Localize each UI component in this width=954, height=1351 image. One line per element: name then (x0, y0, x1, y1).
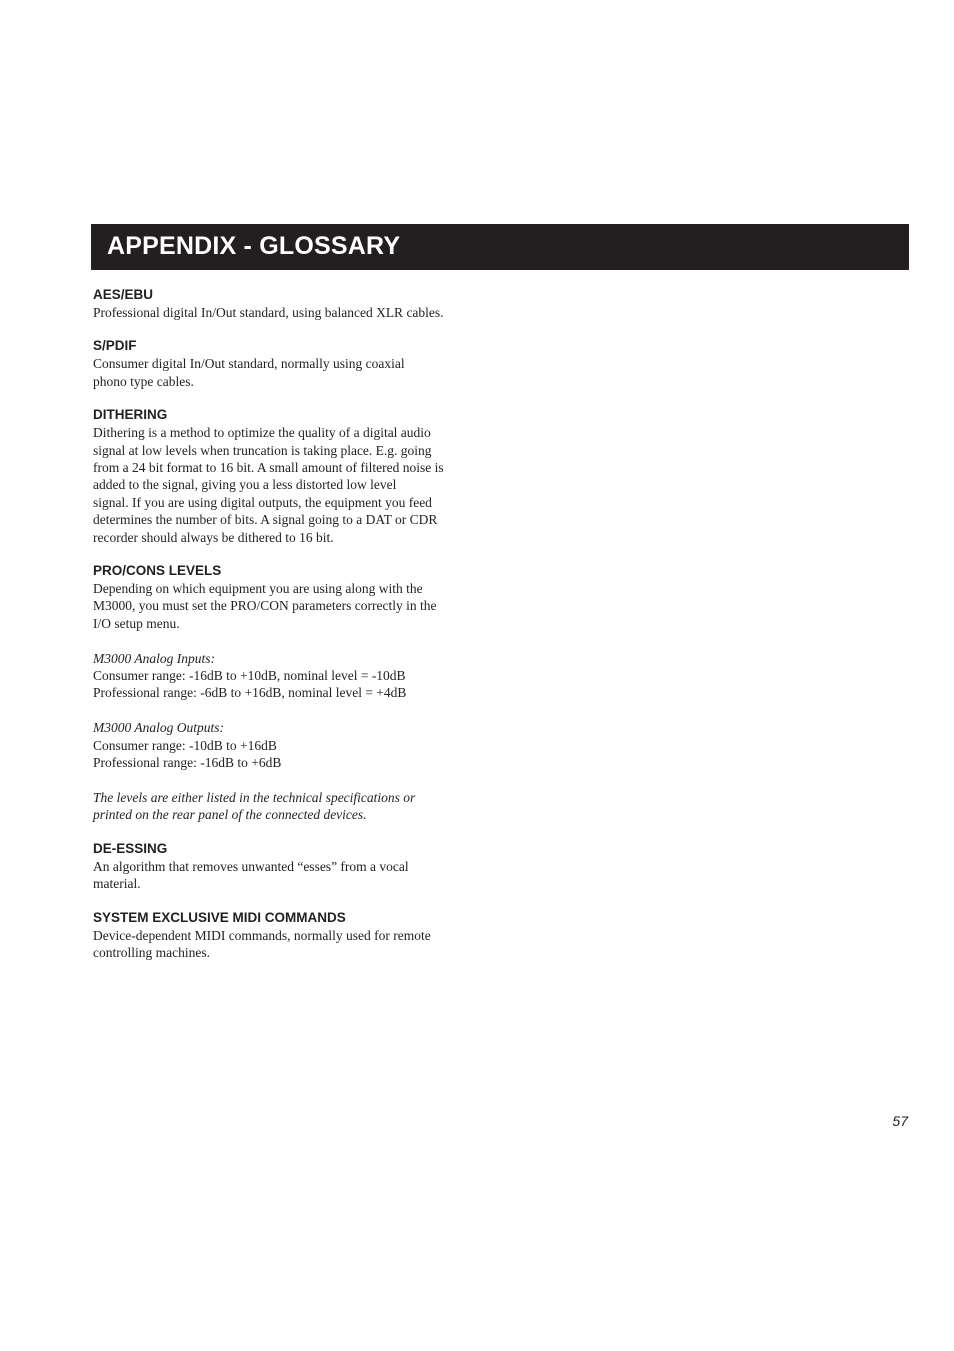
spacer (93, 632, 483, 649)
definition-line: Professional digital In/Out standard, using balanced XLR cables. (93, 305, 444, 320)
definition-line: controlling machines. (93, 944, 210, 960)
definition-line: Consumer digital In/Out standard, normally using coaxial (93, 356, 405, 372)
levels-note-line: printed on the rear panel of the connected devices. (93, 807, 367, 823)
analog-outputs-line: Consumer range: -10dB to +16dB (93, 737, 277, 753)
page-number: 57 (892, 1113, 908, 1129)
term-heading: S/PDIF (93, 338, 137, 354)
definition-line: Dithering is a method to optimize the quality of a digital audio (93, 425, 431, 441)
definition-line: signal. If you are using digital outputs, the equipment you feed (93, 494, 432, 510)
definition-line: Depending on which equipment you are using along with the (93, 581, 423, 597)
definition-line: Device-dependent MIDI commands, normally used for remote (93, 927, 431, 943)
glossary-entry-sysex-midi (93, 910, 483, 962)
analog-inputs-line: Professional range: -6dB to +16dB, nominal level = +4dB (93, 685, 407, 701)
analog-outputs-line: Professional range: -16dB to +6dB (93, 755, 282, 771)
definition-line: recorder should always be dithered to 16 bit. (93, 529, 334, 545)
levels-note-line: The levels are either listed in the technical specifications or (93, 789, 416, 805)
analog-inputs-heading: M3000 Analog Inputs: (93, 650, 215, 666)
term-heading: DITHERING (93, 407, 168, 423)
glossary-entry-dithering (93, 407, 483, 546)
glossary-entry-aes-ebu (93, 287, 483, 321)
definition-line: determines the number of bits. A signal going to a DAT or CDR (93, 512, 438, 528)
analog-inputs-line: Consumer range: -16dB to +10dB, nominal level = -10dB (93, 668, 406, 684)
section-header-bar (91, 224, 909, 270)
glossary-entry-pro-cons-levels (93, 563, 483, 824)
definition-line: from a 24 bit format to 16 bit. A small amount of filtered noise is (93, 460, 444, 476)
glossary-content (93, 287, 483, 978)
definition-line: signal at low levels when truncation is taking place. E.g. going (93, 442, 432, 458)
definition-line: An algorithm that removes unwanted “esses” from a vocal (93, 858, 409, 874)
term-heading: DE-ESSING (93, 840, 168, 856)
definition-line: I/O setup menu. (93, 615, 180, 631)
glossary-entry-de-essing (93, 841, 483, 893)
term-heading: SYSTEM EXCLUSIVE MIDI COMMANDS (93, 909, 346, 925)
glossary-entry-spdif (93, 338, 483, 390)
term-heading: PRO/CONS LEVELS (93, 563, 222, 579)
spacer (93, 702, 483, 719)
analog-outputs-heading: M3000 Analog Outputs: (93, 720, 224, 736)
definition-line: M3000, you must set the PRO/CON parameters correctly in the (93, 598, 437, 614)
definition-line: material. (93, 876, 141, 892)
page-title: APPENDIX - GLOSSARY (107, 232, 401, 260)
definition-line: phono type cables. (93, 373, 194, 389)
spacer (93, 772, 483, 789)
term-heading: AES/EBU (93, 287, 154, 302)
definition-line: added to the signal, giving you a less distorted low level (93, 477, 397, 493)
